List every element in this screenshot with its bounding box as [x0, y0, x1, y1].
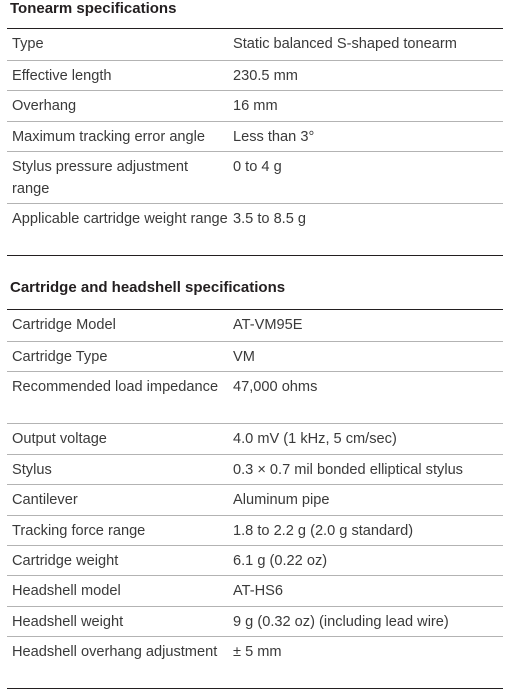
spec-label: Effective length: [12, 68, 112, 84]
table-row: [7, 606, 503, 636]
spec-label: Recommended load impedance: [12, 379, 219, 395]
spec-label: Cartridge Type: [12, 349, 108, 365]
table-row: [7, 341, 503, 371]
spec-value: 0 to 4 g: [233, 159, 282, 175]
cartridge-section-title: Cartridge and headshell specifications: [10, 279, 286, 296]
table-row: [7, 515, 503, 545]
spec-label: Tracking force range: [12, 523, 146, 539]
spec-label: Cartridge weight: [12, 553, 119, 569]
spec-value: 6.1 g (0.22 oz): [233, 553, 328, 569]
spec-label: Headshell model: [12, 583, 121, 599]
tonearm-section-title: Tonearm specifications: [10, 0, 177, 17]
spec-value: AT-VM95E: [233, 317, 303, 333]
table-row: [7, 575, 503, 606]
spec-label: Applicable cartridge weight range: [12, 211, 228, 227]
table-row: [7, 636, 503, 688]
table-row: [7, 203, 503, 255]
spec-value: 4.0 mV (1 kHz, 5 cm/sec): [233, 431, 397, 447]
spec-value: ± 5 mm: [233, 644, 282, 660]
spec-label: Cantilever: [12, 492, 78, 508]
table-row: [7, 310, 503, 341]
table-row: [7, 151, 503, 203]
spec-value: Less than 3°: [233, 129, 315, 145]
spec-label: Type: [12, 36, 44, 52]
spec-value: 47,000 ohms: [233, 379, 318, 395]
spec-label: Headshell overhang adjustment: [12, 644, 218, 660]
spec-label: Headshell weight: [12, 614, 124, 630]
table-row: [7, 423, 503, 454]
table-row: [7, 29, 503, 60]
spec-value: 1.8 to 2.2 g (2.0 g standard): [233, 523, 414, 539]
table-row: [7, 484, 503, 515]
table-row: [7, 371, 503, 423]
spec-label: Cartridge Model: [12, 317, 116, 333]
table-row: [7, 545, 503, 575]
spec-value: Aluminum pipe: [233, 492, 330, 508]
table-row: [7, 90, 503, 121]
spec-value: VM: [233, 349, 255, 365]
spec-label: Maximum tracking error angle: [12, 129, 206, 145]
spec-label: Stylus: [12, 462, 52, 478]
spec-value: 16 mm: [233, 98, 278, 114]
spec-label: Output voltage: [12, 431, 107, 447]
spec-value: AT-HS6: [233, 583, 284, 599]
table-row: [7, 121, 503, 151]
table-row: [7, 454, 503, 484]
cartridge-spec-table: [7, 309, 503, 689]
spec-value: Static balanced S-shaped tonearm: [233, 36, 457, 52]
spec-value: 3.5 to 8.5 g: [233, 211, 307, 227]
spec-value: 9 g (0.32 oz) (including lead wire): [233, 614, 449, 630]
spec-label: Stylus pressure adjustment range: [12, 159, 189, 197]
spec-value: 0.3 × 0.7 mil bonded elliptical stylus: [233, 462, 463, 478]
tonearm-spec-table: [7, 28, 503, 256]
table-row: [7, 60, 503, 90]
spec-value: 230.5 mm: [233, 68, 298, 84]
spec-label: Overhang: [12, 98, 77, 114]
